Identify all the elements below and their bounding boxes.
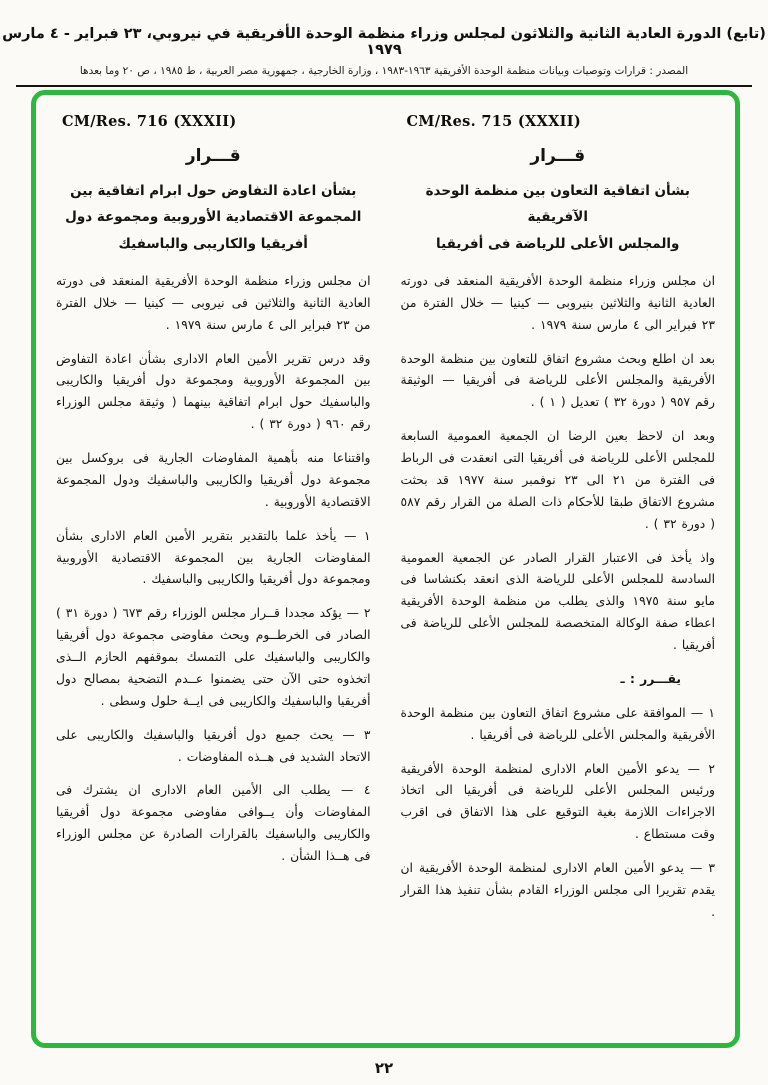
page-footer <box>0 1059 768 1077</box>
paragraph: وقد درس تقرير الأمين العام الادارى بشأن اعادة التفاوض بين المجموعة الأوروبية ومجموعة دول أفريقيا والكاريبى والباسفيك حول ابرام اتفاقية بينهما ( وثيقة مجلس الوزراء رقم ٩٦٠ ( دورة ٣٢ ) . <box>56 351 371 432</box>
title-line: والمجلس الأعلى للرياضة فى أفريقيا <box>436 235 680 252</box>
resolution-title-716 <box>56 178 371 257</box>
page-number: ٢٢ <box>374 1059 394 1077</box>
paragraph: واذ يأخذ فى الاعتبار القرار الصادر عن الجمعية العمومية السادسة للمجلس الأعلى للرياضة الذى انعقد بكنشاسا فى مايو سنة ١٩٧٥ والذى يطلب من منظمة الوحدة الأفريقية اعطاء صفة الوكالة المتخصصة للمجلس الأعلى للرياضة فى أفريقيا . <box>400 550 715 653</box>
paragraph: وبعد ان لاحظ بعين الرضا ان الجمعية العمومية السابعة للمجلس الأعلى للرياضة فى أفريقيا التى انعقدت فى الرباط فى الفترة من ٢١ الى ٢٣ نوفمبر سنة ١٩٧٧ قد بحثت مشروع الاتفاق طبقا للأحكام ذات الصلة من القرار رقم ٥٨٧ ( دورة ٣٢ ) . <box>400 429 716 531</box>
paragraph: ان مجلس وزراء منظمة الوحدة الأفريقية المنعقد فى دورته العادية الثانية والثلاثين بنيروبى — كينيا — خلال الفترة من ٢٣ فبراير الى ٤ مارس سنة ١٩٧٩ . <box>400 273 715 332</box>
title-line: بشأن اتفاقية التعاون بين منظمة الوحدة الآفريقية <box>425 183 690 226</box>
resolution-title-715 <box>401 178 716 257</box>
title-line: أفريقيا والكاريبى والباسفيك <box>118 235 308 252</box>
numbered-item: ١ — الموافقة على مشروع اتفاق التعاون بين منظمة الوحدة الأفريقية والمجلس الأعلى للرياضة فى أفريقيا . <box>400 705 715 742</box>
paragraph: ان مجلس وزراء منظمة الوحدة الأفريقية المنعقد فى دورته العادية الثانية والثلاثين فى نيروبى — كينيا — خلال الفترة من ٢٣ فبراير الى ٤ مارس سنة ١٩٧٩ . <box>56 273 371 332</box>
resolution-ref-715: CM/Res. 715 (XXXII) <box>406 113 581 130</box>
session-title: (تابع) الدورة العادية الثانية والثلاثون لمجلس وزراء منظمة الوحدة الأفريقية في نيروبي، ٢٣ فبراير - ٤ مارس ١٩٧٩ <box>2 26 766 58</box>
resolution-heading-716: قـــرار <box>185 146 241 166</box>
content-frame <box>31 90 740 1048</box>
decide-heading: يقـــرر : ـ <box>620 671 681 686</box>
source-note: المصدر : قرارات وتوصيات وبيانات منظمة الوحدة الأفريقية ١٩٦٣-١٩٨٣ ، وزارة الخارجية ، جمهورية مصر العربية ، ط ١٩٨٥ ، ص ٢٠ وما بعدها <box>79 65 689 77</box>
numbered-item: ٢ — يؤكد مجددا قــرار مجلس الوزراء رقم ٦٧٣ ( دورة ٣١ ) الصادر فى الخرطــوم ويحث مفاوضى مجموعة دول أفريقيا والكاريبى والباسفيك على التمسك بموقفهم الحازم الــذى اتخذوه حتى الآن حتى يضمنوا عــدم التضحية بمصالح دول أفريقيا والباسفيك والكاريبى فى ايــة حلول وسطى . <box>56 606 371 708</box>
numbered-item: ٣ — يدعو الأمين العام الادارى لمنظمة الوحدة الأفريقية ان يقدم تقريرا الى مجلس الوزراء القادم بشأن تنفيذ هذا القرار . <box>400 861 715 919</box>
numbered-item: ٤ — يطلب الى الأمين العام الادارى ان يشترك فى المفاوضات وأن يــوافى مفاوضى مجموعة دول أفريقيا والكاريبى والباسفيك بالقرارات الصادرة عن مجلس الوزراء فى هــذا الشأن . <box>56 783 371 864</box>
resolution-ref-716: CM/Res. 716 (XXXII) <box>62 113 237 130</box>
resolution-heading-715: قـــرار <box>530 146 586 166</box>
title-line: المجموعة الاقتصادية الأوروبية ومجموعة دول <box>65 209 362 226</box>
numbered-item: ١ — يأخذ علما بالتقدير بتقرير الأمين العام الادارى بشأن المفاوضات الجارية بين المجموعة الاقتصادية الأوروبية ومجموعة دول أفريقيا والكاريبى والباسفيك . <box>56 528 371 587</box>
paragraph: بعد ان اطلع وبحث مشروع اتفاق للتعاون بين منظمة الوحدة الأفريقية والمجلس الأعلى للرياضة فى أفريقيا — الوثيقة رقم ٩٥٧ ( دورة ٣٢ ) تعديل ( ١ ) . <box>400 351 715 410</box>
paragraph: واقتناعا منه بأهمية المفاوضات الجارية فى بروكسل بين مجموعة دول أفريقيا والكاريبى والباسفيك ودول المجموعة الاقتصادية الأوروبية . <box>56 451 371 509</box>
resolution-715 <box>401 111 716 1033</box>
title-line: بشأن اعادة التفاوض حول ابرام اتفاقية بين <box>70 183 357 199</box>
numbered-item: ٢ — يدعو الأمين العام الادارى لمنظمة الوحدة الأفريقية ورئيس المجلس الأعلى للرياضة فى أفريقيا الى اتخاذ الاجراءات اللازمة بغية التوقيع على هذا الاتفاق فى اقرب وقت مستطاع . <box>400 761 715 842</box>
resolution-columns <box>56 111 715 1033</box>
numbered-item: ٣ — يحث جميع دول أفريقيا والباسفيك والكاريبى على الاتحاد الشديد فى هــذه المفاوضات . <box>56 727 371 764</box>
resolution-716 <box>56 111 371 1033</box>
page-header <box>0 0 768 87</box>
header-rule <box>16 85 752 87</box>
